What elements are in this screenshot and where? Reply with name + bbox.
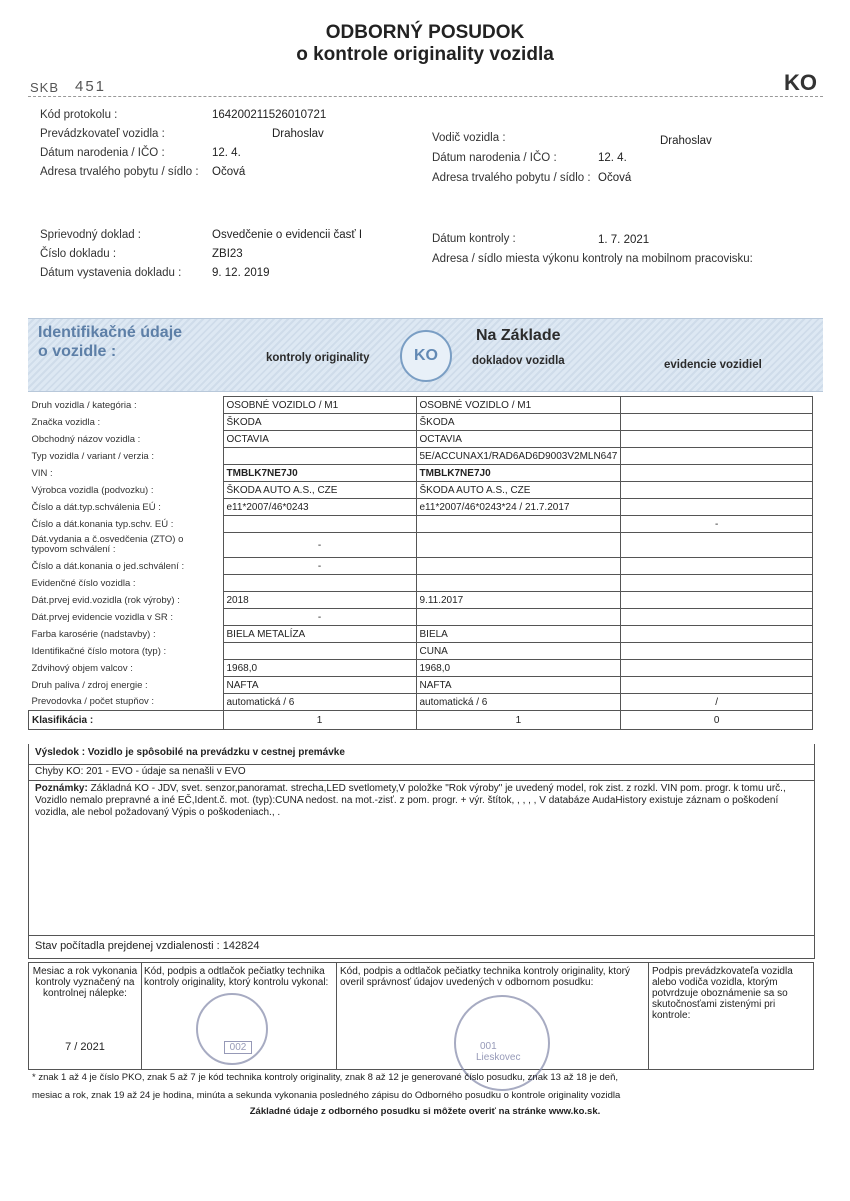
table-row <box>29 516 813 533</box>
vehicle-table <box>28 396 813 730</box>
row-value-evidencia <box>621 643 813 660</box>
row-value-doklady <box>416 558 621 575</box>
row-value-kontroly: NAFTA <box>223 677 416 694</box>
row-label: Značka vozidla : <box>29 414 224 431</box>
datum-kontroly-label: Dátum kontroly : <box>432 233 516 245</box>
technik-stamp <box>196 993 268 1065</box>
row-label: Dát.prvej evidencie vozidla v SR : <box>29 609 224 626</box>
skb-label: SKB <box>30 80 60 95</box>
table-row <box>29 592 813 609</box>
row-value-kontroly: BIELA METALÍZA <box>223 626 416 643</box>
table-row <box>29 414 813 431</box>
row-value-evidencia <box>621 626 813 643</box>
poznamky-box <box>28 780 815 936</box>
row-label: Typ vozidla / variant / verzia : <box>29 448 224 465</box>
table-row <box>29 575 813 592</box>
mesiac-label: Mesiac a rok vykonania kontroly vyznačený na kontrolnej nálepke: <box>32 966 138 999</box>
kod-technika-overil-label: Kód, podpis a odtlačok pečiatky technika kontroly originality, ktorý overil správnosť údajov uvedených v odbornom posudku: <box>340 966 630 988</box>
row-label: Prevodovka / počet stupňov : <box>29 694 224 711</box>
row-value-evidencia <box>621 660 813 677</box>
row-value-evidencia <box>621 482 813 499</box>
mesiac-value: 7 / 2021 <box>65 1041 105 1053</box>
stav-pocitadla-box <box>28 935 815 959</box>
cislo-dokladu-label: Číslo dokladu : <box>40 248 117 260</box>
overil-box <box>336 962 649 1070</box>
row-value-kontroly: TMBLK7NE7J0 <box>223 465 416 482</box>
podpis-prevadzkovatela: Podpis prevádzkovateľa vozidla alebo vodiča vozidla, ktorým potvrdzuje oboznámenie sa so skutočnosťami zistenými pri kontrole: <box>652 966 793 1021</box>
table-row <box>29 626 813 643</box>
poznamky-text: Základná KO - JDV, svet. senzor,panoramat. strecha,LED svetlomety,V položke "Rok výroby" je uvedený model, rok zist. z rozkl. VIN pom. progr. k tomu urč., Vozidlo nemalo prepravné a iné EČ,Ident.č. mot. (typ):CUNA nedost. na mot.-zisť. z pom. progr. + výr. štítok, , , , , V databáze AudaHistory existuje záznam o poškodení vozidla, ale nebol požadovaný Výpis o poškodeniach., . <box>35 783 786 818</box>
datum-kontroly-value: 1. 7. 2021 <box>598 234 650 246</box>
klasifikacia-label: Klasifikácia : <box>29 711 224 730</box>
klasifikacia-row <box>29 711 813 730</box>
row-value-doklady: CUNA <box>416 643 621 660</box>
klasifikacia-evidencia: 0 <box>621 711 813 730</box>
chyby-text: Chyby KO: 201 - EVO - údaje sa nenašli v EVO <box>35 766 246 777</box>
row-value-evidencia <box>621 431 813 448</box>
row-value-doklady: automatická / 6 <box>416 694 621 711</box>
prevadzkovatel-label: Prevádzkovateľ vozidla : <box>40 128 165 140</box>
mesiac-box <box>28 962 142 1070</box>
adresa-miesta: Adresa / sídlo miesta výkonu kontroly na mobilnom pracovisku: <box>432 253 753 265</box>
poznamky-label: Poznámky: <box>35 783 88 794</box>
row-label: Číslo a dát.konania typ.schv. EÚ : <box>29 516 224 533</box>
chyby-box <box>28 764 815 781</box>
stamp2-city: Lieskovec <box>476 1052 521 1063</box>
table-row <box>29 643 813 660</box>
table-row <box>29 660 813 677</box>
row-value-kontroly <box>223 575 416 592</box>
row-value-kontroly: OSOBNÉ VOZIDLO / M1 <box>223 397 416 414</box>
row-value-doklady <box>416 533 621 558</box>
table-row <box>29 677 813 694</box>
footer-line1: * znak 1 až 4 je číslo PKO, znak 5 až 7 je kód technika kontroly originality, znak 8 až 12 je generované číslo posudku, znak 13 až 18 je deň, <box>32 1072 618 1083</box>
row-value-kontroly: ŠKODA AUTO A.S., CZE <box>223 482 416 499</box>
row-label: Číslo a dát.typ.schválenia EÚ : <box>29 499 224 516</box>
document-title: ODBORNÝ POSUDOK <box>325 22 525 43</box>
table-row <box>29 482 813 499</box>
technik-box <box>140 962 337 1070</box>
row-label: Obchodný názov vozidla : <box>29 431 224 448</box>
vysledok-text: Výsledok : Vozidlo je spôsobilé na prevádzku v cestnej premávke <box>35 747 345 758</box>
table-row <box>29 431 813 448</box>
row-value-doklady: 1968,0 <box>416 660 621 677</box>
vodic-label: Vodič vozidla : <box>432 132 506 144</box>
row-label: Dát.prvej evid.vozidla (rok výroby) : <box>29 592 224 609</box>
vodic-adresa-value: Očová <box>598 172 632 184</box>
row-value-kontroly <box>223 643 416 660</box>
klasifikacia-kontroly: 1 <box>223 711 416 730</box>
row-value-evidencia <box>621 465 813 482</box>
row-value-doklady: OSOBNÉ VOZIDLO / M1 <box>416 397 621 414</box>
vodic-datum-label: Dátum narodenia / IČO : <box>432 152 557 164</box>
row-value-kontroly: 2018 <box>223 592 416 609</box>
stav-pocitadla: Stav počítadla prejdenej vzdialenosti : 142824 <box>35 940 260 952</box>
klasifikacia-doklady: 1 <box>416 711 621 730</box>
vystavenie-value: 9. 12. 2019 <box>212 267 270 279</box>
sprievodny-label: Sprievodný doklad : <box>40 229 142 241</box>
document-subtitle: o kontrole originality vozidla <box>296 44 554 65</box>
table-row <box>29 558 813 575</box>
banner-col-evidencie: evidencie vozidiel <box>664 359 762 371</box>
stamp1-code: 002 <box>224 1041 252 1054</box>
sprievodny-value: Osvedčenie o evidencii časť I <box>212 229 363 241</box>
table-row <box>29 609 813 626</box>
row-label: VIN : <box>29 465 224 482</box>
row-value-evidencia <box>621 414 813 431</box>
row-label: Číslo a dát.konania o jed.schválení : <box>29 558 224 575</box>
row-label: Zdvihový objem valcov : <box>29 660 224 677</box>
adresa-value: Očová <box>212 166 246 178</box>
row-value-kontroly <box>223 448 416 465</box>
row-value-evidencia <box>621 677 813 694</box>
row-value-doklady: OCTAVIA <box>416 431 621 448</box>
cislo-dokladu-value: ZBI23 <box>212 248 243 260</box>
row-value-evidencia <box>621 448 813 465</box>
row-value-kontroly: 1968,0 <box>223 660 416 677</box>
header-divider <box>28 96 823 97</box>
row-value-doklady <box>416 609 621 626</box>
row-label: Výrobca vozidla (podvozku) : <box>29 482 224 499</box>
vodic-datum-value: 12. 4. <box>598 152 627 164</box>
row-value-kontroly <box>223 516 416 533</box>
row-label: Druh paliva / zdroj energie : <box>29 677 224 694</box>
row-label: Farba karosérie (nadstavby) : <box>29 626 224 643</box>
row-value-evidencia <box>621 609 813 626</box>
banner-na-zaklade: Na Základe <box>476 327 561 344</box>
row-value-evidencia <box>621 499 813 516</box>
row-value-kontroly: - <box>223 533 416 558</box>
table-row <box>29 465 813 482</box>
vodic-value: Drahoslav <box>660 135 712 147</box>
skb-number: 451 <box>75 78 107 95</box>
table-row <box>29 499 813 516</box>
row-value-evidencia <box>621 575 813 592</box>
row-value-kontroly: - <box>223 558 416 575</box>
stamp2-code: 001 <box>480 1041 497 1052</box>
row-value-kontroly: - <box>223 609 416 626</box>
footer-line2: mesiac a rok, znak 19 až 24 je hodina, minúta a sekunda vykonania posledného zápisu do Odborného posudku o kontrole originality vozidla <box>32 1090 621 1101</box>
row-value-doklady: e11*2007/46*0243*24 / 21.7.2017 <box>416 499 621 516</box>
datum-narodenia-label: Dátum narodenia / IČO : <box>40 147 165 159</box>
datum-narodenia-value: 12. 4. <box>212 147 241 159</box>
ko-logo: KO <box>400 330 452 382</box>
row-value-doklady: TMBLK7NE7J0 <box>416 465 621 482</box>
row-value-evidencia: - <box>621 516 813 533</box>
table-row <box>29 694 813 711</box>
kod-protokolu-label: Kód protokolu : <box>40 109 118 121</box>
row-value-kontroly: OCTAVIA <box>223 431 416 448</box>
table-row <box>29 533 813 558</box>
row-value-kontroly: ŠKODA <box>223 414 416 431</box>
ko-mark: KO <box>784 70 817 95</box>
row-value-doklady: NAFTA <box>416 677 621 694</box>
row-label: Druh vozidla / kategória : <box>29 397 224 414</box>
row-value-doklady: ŠKODA <box>416 414 621 431</box>
banner-col-dokladov: dokladov vozidla <box>472 355 565 367</box>
row-value-doklady <box>416 516 621 533</box>
banner-title-line1: Identifikačné údaje <box>38 324 183 341</box>
row-value-doklady: ŠKODA AUTO A.S., CZE <box>416 482 621 499</box>
vysledok-box <box>28 744 815 765</box>
row-label: Evidenčné číslo vozidla : <box>29 575 224 592</box>
row-value-doklady <box>416 575 621 592</box>
row-value-evidencia: / <box>621 694 813 711</box>
kod-protokolu-value: 164200211526010721 <box>212 109 327 121</box>
footer-line3: Základné údaje z odborného posudku si môžete overiť na stránke www.ko.sk. <box>249 1106 601 1117</box>
row-value-evidencia <box>621 558 813 575</box>
table-row <box>29 397 813 414</box>
banner-col-kontroly: kontroly originality <box>266 352 370 364</box>
row-value-evidencia <box>621 397 813 414</box>
row-label: Identifikačné číslo motora (typ) : <box>29 643 224 660</box>
table-row <box>29 448 813 465</box>
vodic-adresa-label: Adresa trvalého pobytu / sídlo : <box>432 172 591 184</box>
row-value-evidencia <box>621 533 813 558</box>
adresa-label: Adresa trvalého pobytu / sídlo : <box>40 166 199 178</box>
prevadzkovatel-value: Drahoslav <box>272 128 324 140</box>
row-value-doklady: 9.11.2017 <box>416 592 621 609</box>
row-value-kontroly: e11*2007/46*0243 <box>223 499 416 516</box>
kod-technika-label: Kód, podpis a odtlačok pečiatky technika kontroly originality, ktorý kontrolu vykonal: <box>144 966 329 988</box>
row-value-evidencia <box>621 592 813 609</box>
podpis-box <box>648 962 814 1070</box>
row-value-kontroly: automatická / 6 <box>223 694 416 711</box>
row-value-doklady: BIELA <box>416 626 621 643</box>
banner-title-line2: o vozidle : <box>38 343 117 360</box>
vystavenie-label: Dátum vystavenia dokladu : <box>40 267 182 279</box>
row-value-doklady: 5E/ACCUNAX1/RAD6AD6D9003V2MLN647 <box>416 448 621 465</box>
row-label: Dát.vydania a č.osvedčenia (ZTO) o typovom schválení : <box>29 533 224 558</box>
